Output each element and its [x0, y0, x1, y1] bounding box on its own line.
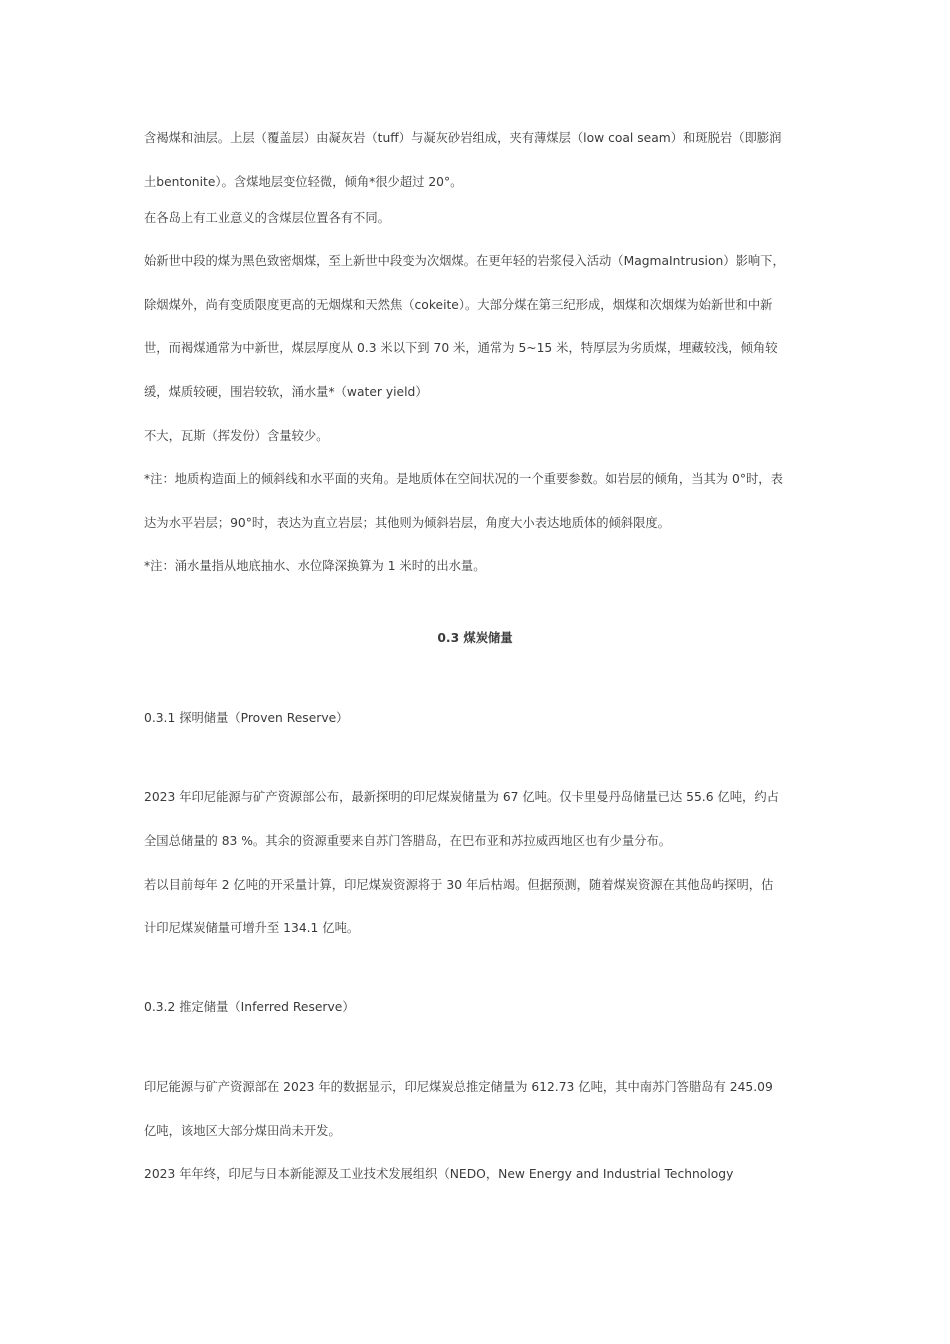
- paragraph-line: 亿吨，该地区大部分煤田尚未开发。: [144, 1124, 341, 1138]
- paragraph-line: 在各岛上有工业意义的含煤层位置各有不同。: [144, 211, 390, 225]
- subsection-title: 0.3.1 探明储量（Proven Reserve）: [144, 711, 349, 725]
- paragraph-line: 世，而褐煤通常为中新世，煤层厚度从 0.3 米以下到 70 米，通常为 5~15 米，特厚层为劣质煤，埋藏较浅，倾角较: [144, 341, 778, 355]
- section-title: 0.3 煤炭储量: [437, 631, 513, 645]
- paragraph-line: 全国总储量的 83 %。其余的资源重要来自苏门答腊岛，在巴布亚和苏拉威西地区也有少量分布。: [144, 834, 672, 848]
- paragraph-line: 计印尼煤炭储量可增升至 134.1 亿吨。: [144, 921, 360, 935]
- paragraph-line: 若以目前每年 2 亿吨的开采量计算，印尼煤炭资源将于 30 年后枯竭。但据预测，随着煤炭资源在其他岛屿探明，估: [144, 878, 774, 892]
- paragraph-line: 含褐煤和油层。上层（覆盖层）由凝灰岩（tuff）与凝灰砂岩组成，夹有薄煤层（low coal seam）和斑脱岩（即膨润: [144, 131, 782, 145]
- paragraph-line: 印尼能源与矿产资源部在 2023 年的数据显示，印尼煤炭总推定储量为 612.73 亿吨，其中南苏门答腊岛有 245.09: [144, 1080, 773, 1094]
- paragraph-line: 2023 年年终，印尼与日本新能源及工业技术发展组织（NEDO，New Energy and Industrial Technology: [144, 1167, 734, 1181]
- footnote-line: 达为水平岩层；90°时，表达为直立岩层；其他则为倾斜岩层，角度大小表达地质体的倾斜限度。: [144, 516, 670, 530]
- paragraph-line: 除烟煤外，尚有变质限度更高的无烟煤和天然焦（cokeite）。大部分煤在第三纪形成，烟煤和次烟煤为始新世和中新: [144, 298, 773, 312]
- paragraph-line: 土bentonite）。含煤地层变位轻微，倾角*很少超过 20°。: [144, 175, 463, 189]
- footnote-line: *注：涌水量指从地底抽水、水位降深换算为 1 米时的出水量。: [144, 559, 486, 573]
- paragraph-line: 缓，煤质较硬，围岩较软，涌水量*（water yield）: [144, 385, 428, 399]
- paragraph-line: 2023 年印尼能源与矿产资源部公布，最新探明的印尼煤炭储量为 67 亿吨。仅卡里曼丹岛储量已达 55.6 亿吨，约占: [144, 790, 779, 804]
- paragraph-line: 始新世中段的煤为黑色致密烟煤，至上新世中段变为次烟煤。在更年轻的岩浆侵入活动（MagmaIntrusion）影响下，: [144, 254, 785, 268]
- subsection-title: 0.3.2 推定储量（Inferred Reserve）: [144, 1000, 355, 1014]
- footnote-line: *注：地质构造面上的倾斜线和水平面的夹角。是地质体在空间状况的一个重要参数。如岩层的倾角，当其为 0°时，表: [144, 472, 783, 486]
- paragraph-line: 不大，瓦斯（挥发份）含量较少。: [144, 429, 329, 443]
